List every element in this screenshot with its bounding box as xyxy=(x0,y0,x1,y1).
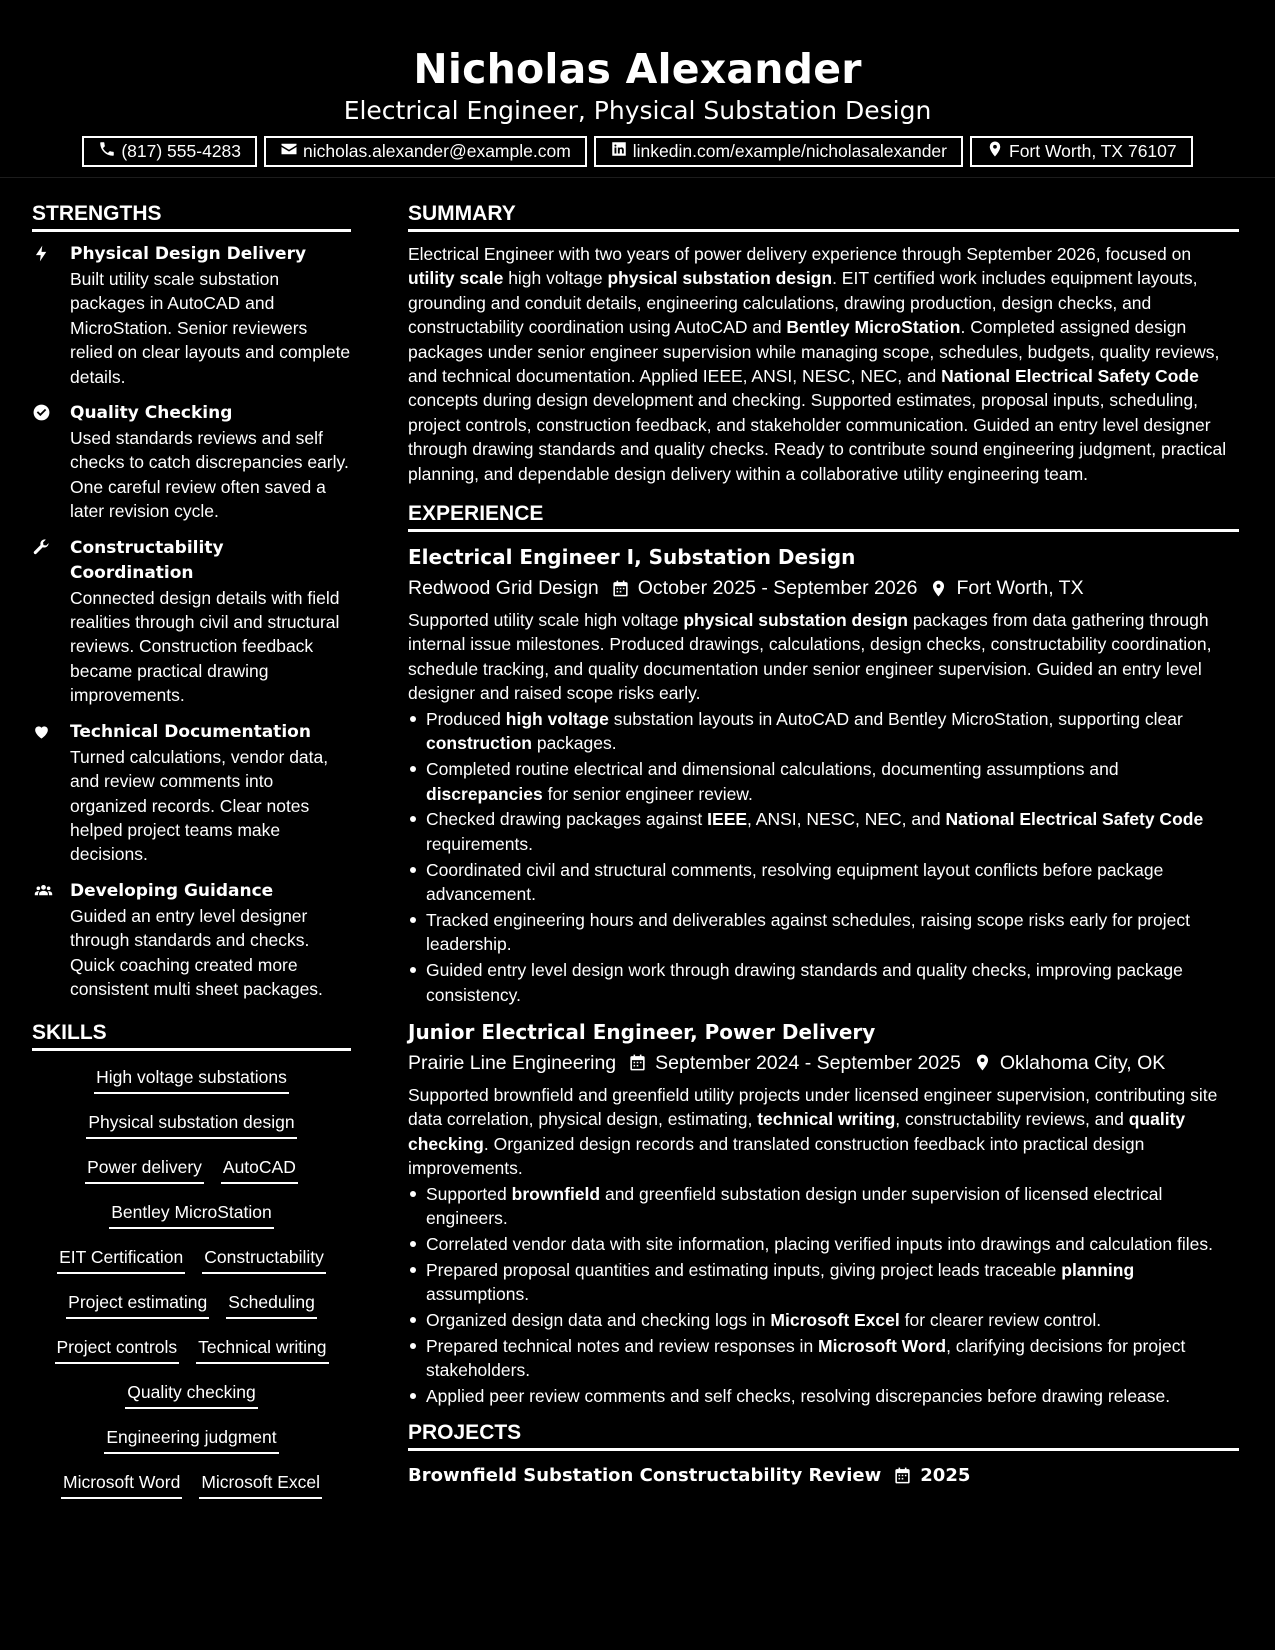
text-run: substation layouts in AutoCAD and Bentley MicroStation, supporting clear xyxy=(608,709,1183,730)
bullet-item xyxy=(408,958,1239,1007)
skill-tag: Microsoft Word xyxy=(61,1470,182,1499)
users-icon xyxy=(32,879,70,1002)
skill-tag: High voltage substations xyxy=(94,1065,289,1094)
text-run: , clarifying decisions for project stakeholders. xyxy=(426,1335,1186,1381)
strength-item xyxy=(32,720,351,867)
bold-text: discrepancies xyxy=(426,783,543,804)
job-description xyxy=(408,1083,1239,1181)
skill-tag: Project estimating xyxy=(66,1290,209,1319)
bold-text: Microsoft Word xyxy=(818,1335,947,1356)
text-run: requirements. xyxy=(426,833,533,854)
contact-location-text: Fort Worth, TX 76107 xyxy=(1009,141,1177,161)
bullet-item xyxy=(408,807,1239,856)
bold-text: physical substation design xyxy=(683,610,908,631)
text-run: Correlated vendor data with site information, placing verified inputs into drawings and calculation files. xyxy=(426,1234,1213,1255)
text-run: , constructability reviews, and xyxy=(895,1109,1129,1130)
text-run: . EIT certified work includes equipment layouts, grounding and conduit details, engineering calculations, drawing production, design checks, and constructability coordination using AutoCAD and xyxy=(408,268,1198,338)
bold-text: utility scale xyxy=(408,268,504,289)
text-run: Checked drawing packages against xyxy=(426,809,708,830)
bullet-item xyxy=(408,1334,1239,1383)
contact-phone[interactable] xyxy=(82,136,257,167)
job-dates: October 2025 - September 2026 xyxy=(637,577,918,600)
skills-list xyxy=(32,1065,351,1515)
bold-text: National Electrical Safety Code xyxy=(945,809,1204,830)
bullet-item xyxy=(408,908,1239,957)
text-run: and greenfield substation design under supervision of licensed electrical engineers. xyxy=(426,1183,1163,1229)
bold-text: quality checking xyxy=(408,1109,1186,1154)
job-bullets xyxy=(408,707,1239,1007)
bold-text: technical writing xyxy=(757,1109,896,1130)
skill-tag: Physical substation design xyxy=(86,1110,296,1139)
bold-text: construction xyxy=(426,733,532,754)
bullet-item xyxy=(408,1384,1239,1408)
job-entry xyxy=(408,1017,1239,1409)
wrench-icon xyxy=(32,536,70,708)
text-run: Coordinated civil and structural comments, resolving equipment layout conflicts before package advancement. xyxy=(426,859,1164,905)
strength-title: Quality Checking xyxy=(70,403,233,424)
skill-tag: EIT Certification xyxy=(57,1245,185,1274)
contact-linkedin-text: linkedin.com/example/nicholasalexander xyxy=(632,141,947,161)
job-dates: September 2024 - September 2025 xyxy=(655,1051,961,1074)
resume-header xyxy=(0,0,1275,178)
summary-heading: SUMMARY xyxy=(408,200,1239,232)
text-run: , ANSI, NESC, NEC, and xyxy=(747,809,946,830)
bullet-item xyxy=(408,1308,1239,1332)
skills-heading: SKILLS xyxy=(32,1019,351,1051)
map-pin-icon xyxy=(973,1053,992,1072)
left-column xyxy=(32,200,351,1515)
strength-desc: Used standards reviews and self checks to catch discrepancies early. One careful review often saved a later revision cycle. xyxy=(70,428,349,522)
bullet-item xyxy=(408,1232,1239,1256)
text-run: for senior engineer review. xyxy=(542,783,753,804)
strength-desc: Built utility scale substation packages in AutoCAD and MicroStation. Senior reviewers relied on clear layouts and complete details. xyxy=(70,269,351,387)
text-run: Organized design data and checking logs in xyxy=(426,1310,771,1331)
strength-title: Physical Design Delivery xyxy=(70,244,307,264)
bold-text: Bentley MicroStation xyxy=(786,317,961,338)
bold-text: Microsoft Excel xyxy=(770,1310,900,1331)
contact-email-text: nicholas.alexander@example.com xyxy=(303,141,571,161)
calendar-icon xyxy=(611,579,630,598)
text-run: Electrical Engineer with two years of power delivery experience through September 2026, focused on xyxy=(408,244,1192,264)
experience-heading: EXPERIENCE xyxy=(408,500,1239,532)
right-column xyxy=(408,200,1239,1491)
text-run: Prepared proposal quantities and estimating inputs, giving project leads traceable xyxy=(426,1259,1062,1280)
bullet-item xyxy=(408,1182,1239,1231)
text-run: Supported utility scale high voltage xyxy=(408,610,684,631)
envelope-icon xyxy=(280,140,298,163)
text-run: concepts during design development and checking. Supported estimates, proposal inputs, scheduling, project controls, construction feedback, and stakeholder communication. Guided an entry level designer through drawing standards and quality checks. Ready to contribute sound engineering judgment, practical planning, and dependable design delivery within a collaborative utility engineering team. xyxy=(408,390,1227,484)
skill-tag: Quality checking xyxy=(125,1380,257,1409)
text-run: Completed routine electrical and dimensional calculations, documenting assumptions and xyxy=(426,759,1119,780)
map-pin-icon xyxy=(929,579,948,598)
contact-linkedin[interactable] xyxy=(594,136,963,167)
strength-title: Constructability Coordination xyxy=(70,537,224,583)
skill-tag: Constructability xyxy=(202,1245,326,1274)
skill-tag: Scheduling xyxy=(226,1290,317,1319)
calendar-icon xyxy=(628,1053,647,1072)
strength-item xyxy=(32,879,351,1002)
text-run: high voltage xyxy=(503,268,608,289)
contact-phone-text: (817) 555-4283 xyxy=(121,141,242,161)
bold-text: brownfield xyxy=(511,1183,601,1204)
skill-tag: Power delivery xyxy=(85,1155,204,1184)
skill-tag: AutoCAD xyxy=(221,1155,298,1184)
text-run: Applied peer review comments and self checks, resolving discrepancies before drawing release. xyxy=(426,1386,1171,1407)
strength-title: Technical Documentation xyxy=(70,721,311,742)
strength-item xyxy=(32,401,351,524)
job-company: Prairie Line Engineering xyxy=(408,1051,617,1074)
calendar-icon xyxy=(893,1466,912,1485)
strength-item xyxy=(32,242,351,389)
strength-desc: Connected design details with field realities through civil and structural reviews. Construction feedback became practical drawing improvements. xyxy=(70,587,340,706)
contact-location[interactable] xyxy=(970,136,1193,167)
linkedin-icon xyxy=(610,140,628,163)
job-description xyxy=(408,608,1239,706)
text-run: packages from data gathering through internal issue milestones. Produced drawings, calculations, design checks, constructability coordination, schedule tracking, and quality documentation under senior engineer supervision. Guided an entry level designer and raised scope risks early. xyxy=(408,610,1212,704)
project-year: 2025 xyxy=(920,1464,971,1486)
project-entry xyxy=(408,1461,1239,1491)
contact-bar xyxy=(0,136,1275,167)
job-title: Electrical Engineer I, Substation Design xyxy=(408,545,856,570)
bold-text: IEEE xyxy=(707,809,748,830)
job-meta xyxy=(408,1047,1239,1079)
strength-desc: Turned calculations, vendor data, and review comments into organized records. Clear notes helped project teams make decisions. xyxy=(70,746,329,865)
text-run: . Organized design records and translated construction feedback into practical design improvements. xyxy=(408,1133,1145,1179)
bolt-icon xyxy=(32,242,70,389)
strength-desc: Guided an entry level designer through standards and checks. Quick coaching created more consistent multi sheet packages. xyxy=(70,905,323,999)
text-run: assumptions. xyxy=(426,1284,530,1305)
job-company: Redwood Grid Design xyxy=(408,577,599,600)
text-run: . Completed assigned design packages under senior engineer supervision while managing scope, schedules, budgets, quality reviews, and technical documentation. Applied IEEE, ANSI, NESC, NEC, and xyxy=(408,317,1220,387)
strength-item xyxy=(32,536,351,708)
skill-tag: Microsoft Excel xyxy=(199,1470,322,1499)
candidate-title: Electrical Engineer, Physical Substation Design xyxy=(343,96,932,125)
job-location: Oklahoma City, OK xyxy=(999,1051,1166,1074)
bullet-item xyxy=(408,707,1239,756)
bullet-item xyxy=(408,858,1239,907)
candidate-name: Nicholas Alexander xyxy=(413,45,862,93)
heart-icon xyxy=(32,720,70,867)
check-circle-icon xyxy=(32,401,70,524)
contact-email[interactable] xyxy=(264,136,587,167)
job-meta xyxy=(408,572,1239,604)
bullet-item xyxy=(408,1258,1239,1307)
bold-text: physical substation design xyxy=(607,268,833,289)
skill-tag: Project controls xyxy=(55,1335,180,1364)
bullet-item xyxy=(408,757,1239,806)
text-run: packages. xyxy=(531,733,617,754)
text-run: Prepared technical notes and review responses in xyxy=(426,1335,819,1356)
bold-text: National Electrical Safety Code xyxy=(941,366,1199,387)
text-run: Tracked engineering hours and deliverables against schedules, raising scope risks early for project leadership. xyxy=(426,909,1190,955)
text-run: Produced xyxy=(426,709,506,730)
project-title: Brownfield Substation Constructability Review xyxy=(408,1464,882,1486)
map-pin-icon xyxy=(986,140,1004,163)
text-run: Supported xyxy=(426,1183,512,1204)
text-run: Guided entry level design work through drawing standards and quality checks, improving package consistency. xyxy=(426,960,1183,1005)
projects-heading: PROJECTS xyxy=(408,1419,1239,1451)
job-location: Fort Worth, TX xyxy=(956,577,1084,600)
bold-text: planning xyxy=(1061,1259,1135,1280)
job-title: Junior Electrical Engineer, Power Delivery xyxy=(408,1019,876,1044)
strength-title: Developing Guidance xyxy=(70,880,274,901)
phone-icon xyxy=(98,140,116,163)
text-run: Supported brownfield and greenfield utility projects under licensed engineer supervision, contributing site data correlation, physical design, estimating, xyxy=(408,1084,1218,1130)
skill-tag: Bentley MicroStation xyxy=(109,1200,274,1229)
skill-tag: Engineering judgment xyxy=(104,1425,278,1454)
bold-text: high voltage xyxy=(505,709,609,730)
job-entry xyxy=(408,542,1239,1007)
job-bullets xyxy=(408,1182,1239,1409)
skill-tag: Technical writing xyxy=(196,1335,328,1364)
summary-text xyxy=(408,242,1239,486)
strengths-heading: STRENGTHS xyxy=(32,200,351,232)
text-run: for clearer review control. xyxy=(899,1310,1102,1331)
